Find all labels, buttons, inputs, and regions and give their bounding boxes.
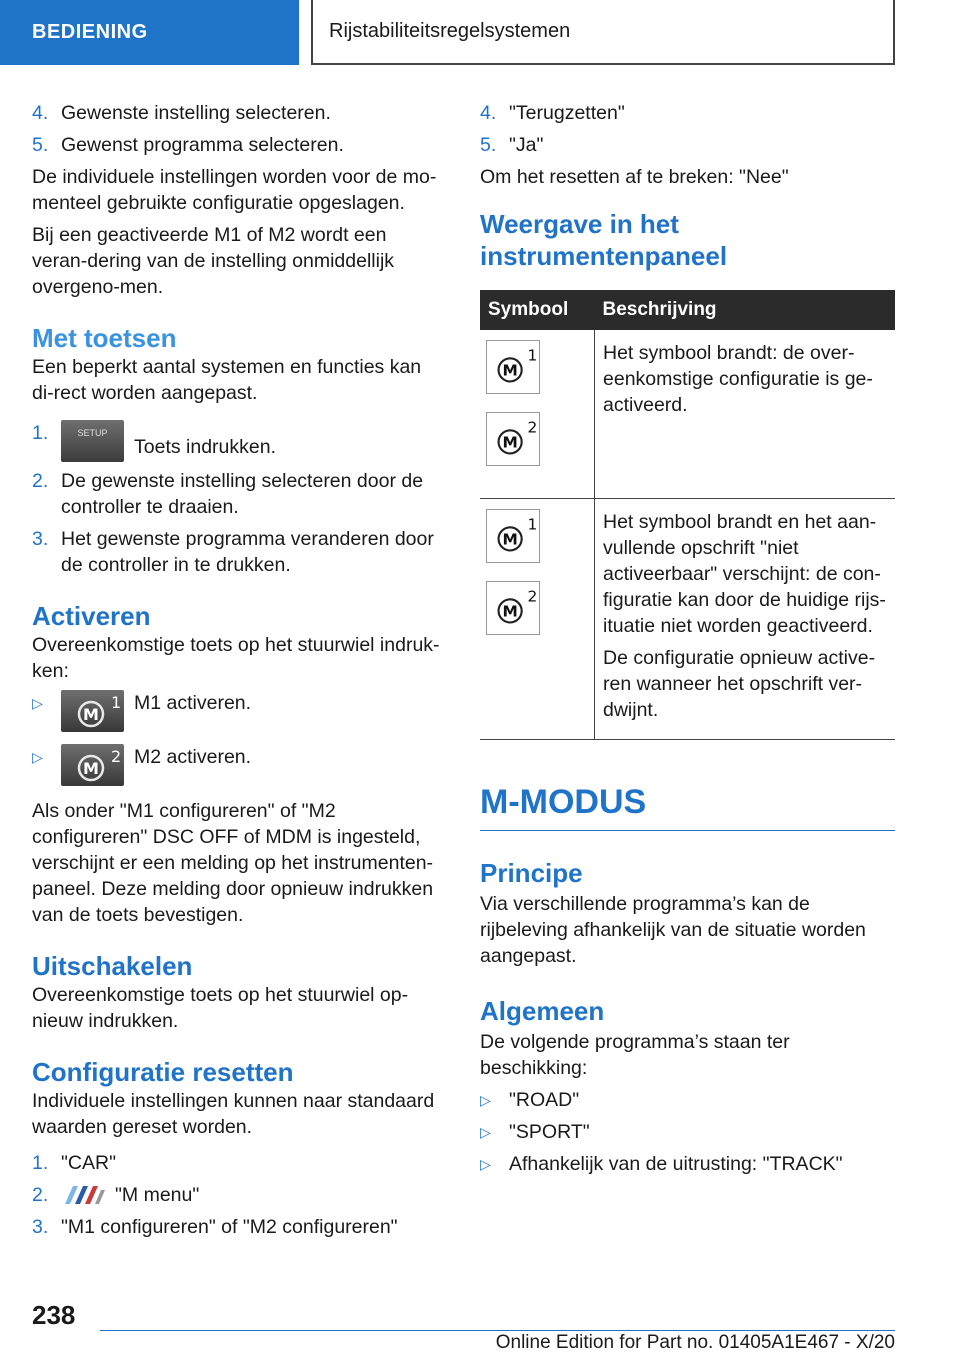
heading-configuratie-resetten: Configuratie resetten bbox=[32, 1057, 294, 1087]
list-item: 1. SETUP Toets indrukken. bbox=[32, 420, 442, 462]
setup-button-icon: SETUP bbox=[61, 420, 124, 462]
triangle-bullet-icon: ▷ bbox=[480, 1124, 491, 1140]
svg-text:M: M bbox=[502, 361, 518, 380]
m1-button-icon bbox=[61, 690, 124, 732]
list-item: 4. Gewenste instelling selecteren. bbox=[32, 102, 331, 124]
list-item: 5. Gewenst programma selecteren. bbox=[32, 134, 344, 156]
svg-text:M: M bbox=[83, 705, 99, 724]
paragraph: Om het resetten af te breken: "Nee" bbox=[480, 166, 789, 188]
svg-text:2: 2 bbox=[111, 747, 122, 766]
svg-text:2: 2 bbox=[527, 418, 538, 437]
footer-edition: Online Edition for Part no. 01405A1E467 - X/20 bbox=[495, 1332, 895, 1353]
svg-text:2: 2 bbox=[527, 587, 538, 606]
page-number: 238 bbox=[32, 1300, 76, 1330]
table-row bbox=[480, 499, 895, 740]
heading-met-toetsen: Met toetsen bbox=[32, 323, 177, 353]
list-item: 4. "Terugzetten" bbox=[480, 102, 625, 124]
table-cell-text: Het symbool brandt: de over-eenkomstige configuratie is ge-activeerd. bbox=[603, 342, 873, 416]
chapter-title: Rijstabiliteitsregelsystemen bbox=[311, 0, 895, 65]
list-item: ▷ M 1 M1 activeren. bbox=[32, 690, 442, 732]
svg-text:M: M bbox=[502, 433, 518, 452]
right-column bbox=[480, 100, 895, 1183]
list-item: 1. "CAR" bbox=[32, 1152, 117, 1174]
program-list bbox=[480, 1087, 895, 1177]
table-header-beschrijving: Beschrijving bbox=[595, 290, 896, 330]
svg-text:M: M bbox=[502, 530, 518, 549]
paragraph: De volgende programma’s staan ter beschikking: bbox=[480, 1031, 790, 1079]
heading-weergave: Weergave in het instrumentenpaneel bbox=[480, 209, 728, 271]
toetsen-steps bbox=[32, 420, 442, 578]
list-item: ▷ Afhankelijk van de uitrusting: "TRACK" bbox=[480, 1153, 843, 1175]
section-tab: BEDIENING bbox=[0, 0, 299, 65]
svg-text:1: 1 bbox=[527, 346, 538, 365]
heading-principe: Principe bbox=[480, 858, 583, 888]
triangle-bullet-icon: ▷ bbox=[32, 749, 43, 765]
svg-text:1: 1 bbox=[527, 515, 538, 534]
symbol-table bbox=[480, 290, 895, 740]
left-column bbox=[32, 100, 442, 1246]
reset-steps bbox=[32, 1150, 442, 1240]
table-header-symbool: Symbool bbox=[480, 290, 595, 330]
paragraph: Via verschillende programma’s kan de rijbeleving afhankelijk van de situatie worden aangepast. bbox=[480, 893, 866, 967]
footer-divider bbox=[100, 1330, 895, 1331]
list-item: 3. Het gewenste programma veranderen door de controller in te drukken. bbox=[32, 528, 434, 576]
table-cell-text: De configuratie opnieuw active-ren wanneer het opschrift ver-dwijnt. bbox=[603, 647, 876, 721]
list-item: 3. "M1 configureren" of "M2 configureren" bbox=[32, 1216, 398, 1238]
steps-top-list bbox=[32, 100, 442, 158]
table-cell-text: Het symbool brandt en het aan-vullende opschrift "niet activeerbaar" verschijnt: de con-figuratie kan door de huidige rijs-ituatie niet worden geactiveerd. bbox=[603, 511, 886, 637]
list-item: 5. "Ja" bbox=[480, 134, 544, 156]
heading-uitschakelen: Uitschakelen bbox=[32, 951, 193, 981]
heading-activeren: Activeren bbox=[32, 601, 151, 631]
m-stripes-icon bbox=[61, 1186, 105, 1204]
paragraph: Als onder "M1 configureren" of "M2 configureren" DSC OFF of MDM is ingesteld, verschijnt er een melding op het instrumenten-paneel. Deze melding door opnieuw indrukken van de toets bevestigen. bbox=[32, 800, 434, 926]
list-item: 2. De gewenste instelling selecteren door de controller te draaien. bbox=[32, 470, 424, 518]
m2-button-icon bbox=[61, 744, 124, 786]
paragraph: Overeenkomstige toets op het stuurwiel op-nieuw indrukken. bbox=[32, 984, 409, 1032]
list-item: ▷ "SPORT" bbox=[480, 1121, 590, 1143]
steps-top-list bbox=[480, 100, 895, 158]
list-item: 2. "M menu" bbox=[32, 1184, 200, 1206]
triangle-bullet-icon: ▷ bbox=[32, 695, 43, 711]
table-row bbox=[480, 330, 895, 499]
svg-text:M: M bbox=[502, 602, 518, 621]
activeren-list bbox=[32, 690, 442, 786]
m1-symbol-icon bbox=[486, 509, 540, 563]
m1-symbol-icon bbox=[486, 340, 540, 394]
m2-symbol-icon bbox=[486, 581, 540, 635]
heading-algemeen: Algemeen bbox=[480, 996, 605, 1026]
heading-m-modus: M-MODUS bbox=[480, 782, 895, 831]
m2-symbol-icon bbox=[486, 412, 540, 466]
triangle-bullet-icon: ▷ bbox=[480, 1092, 491, 1108]
paragraph: Bij een geactiveerde M1 of M2 wordt een veran-dering van de instelling onmiddellijk overgeno-men. bbox=[32, 224, 395, 298]
paragraph: De individuele instellingen worden voor de mo-menteel gebruikte configuratie opgeslagen. bbox=[32, 166, 437, 214]
triangle-bullet-icon: ▷ bbox=[480, 1156, 491, 1172]
paragraph: Overeenkomstige toets op het stuurwiel indruk-ken: bbox=[32, 634, 440, 682]
svg-text:1: 1 bbox=[111, 693, 122, 712]
list-item: ▷ "ROAD" bbox=[480, 1089, 580, 1111]
svg-text:M: M bbox=[83, 759, 99, 778]
paragraph: Individuele instellingen kunnen naar standaard waarden gereset worden. bbox=[32, 1090, 435, 1138]
paragraph: Een beperkt aantal systemen en functies kan di-rect worden aangepast. bbox=[32, 356, 422, 404]
list-item: ▷ M 2 M2 activeren. bbox=[32, 744, 442, 786]
